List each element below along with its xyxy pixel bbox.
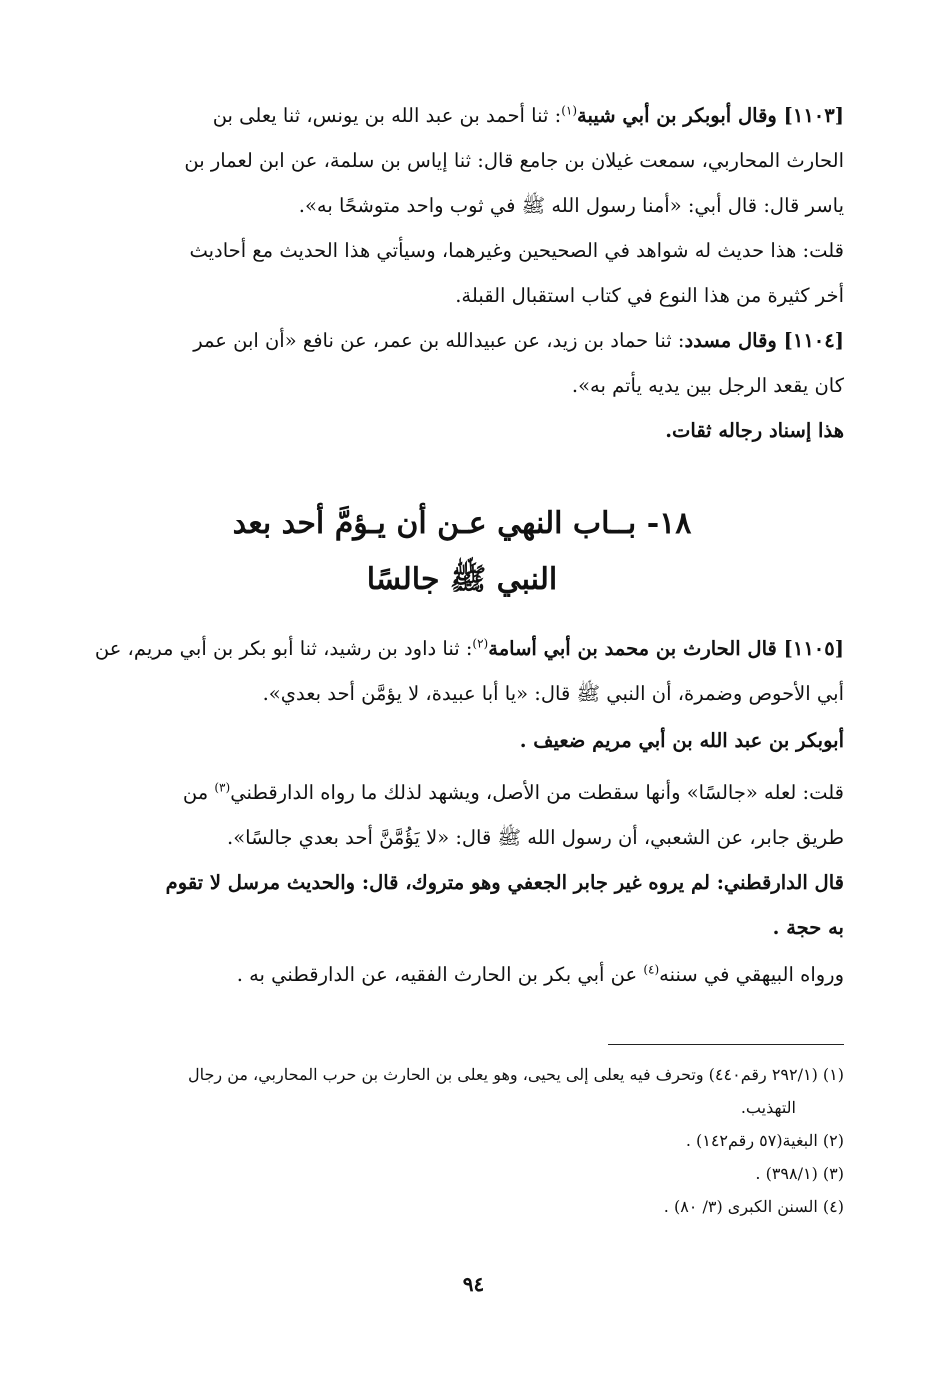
footnote-ref[interactable]: (٤)	[643, 962, 660, 977]
line-text: من	[182, 781, 215, 804]
text-line: الحارث المحاربي، سمعت غيلان بن جامع قال: ثنا إياس بن سلمة، عن ابن لعمار بن	[184, 149, 844, 172]
text-line: أبوبكر بن عبد الله بن أبي مريم ضعيف .	[519, 729, 844, 752]
hadith-1104	[80, 318, 844, 408]
line-text: : ثنا أحمد بن عبد الله بن يونس، ثنا يعلى بن	[212, 104, 562, 127]
footnote-ref[interactable]: (١)	[561, 103, 578, 118]
line-text: قلت: لعله «جالسًا» وأنها سقطت من الأصل، ويشهد لذلك ما رواه الدارقطني	[230, 781, 844, 804]
line-text: ورواه البيهقي في سننه	[659, 963, 844, 986]
isnad-grading	[80, 408, 844, 453]
text-line: هذا إسناد رجاله ثقات.	[665, 419, 844, 442]
line-text: : ثنا داود بن رشيد، ثنا أبو بكر بن أبي مريم، عن	[94, 637, 473, 660]
text-line	[80, 626, 844, 671]
text-line: أبي الأحوص وضمرة، أن النبي ﷺ قال: «يا أبا عبيدة، لا يؤمَّن أحد بعدي».	[262, 682, 844, 705]
footnotes	[80, 1058, 844, 1223]
text-line: قلت: هذا حديث له شواهد في الصحيحين وغيرهما، وسيأتي هذا الحديث مع أحاديث	[189, 239, 844, 262]
footnote-3: (٣) (٣٩٨/١) .	[755, 1164, 844, 1183]
text-line: ياسر قال: قال أبي: «أمنا رسول الله ﷺ في ثوب واحد متوشحًا به».	[298, 194, 844, 217]
footnote-ref[interactable]: (٢)	[472, 636, 489, 651]
chapter-heading-line-1: ١٨- بــاب النهي عـن أن يـؤمَّ أحد بعد	[232, 506, 692, 541]
footnote-1: (١) (٢٩٢/١ رقم٤٤٠) وتحرف فيه يعلى إلى يحيى، وهو يعلى بن الحارث بن حرب المحاربي، من رجال	[188, 1065, 844, 1084]
text-line: طريق جابر، عن الشعبي، أن رسول الله ﷺ قال: «لا يَؤُمَّنَّ أحد بعدي جالسًا».	[227, 826, 844, 849]
footnote-4: (٤) السنن الكبرى (٣/ ٨٠) .	[663, 1197, 844, 1216]
footnote-2: (٢) البغية(٥٧ رقم١٤٢) .	[685, 1131, 844, 1150]
text-line	[80, 318, 844, 363]
footnote-ref[interactable]: (٣)	[214, 780, 231, 795]
hadith-number-and-source: [١١٠٥] قال الحارث بن محمد بن أبي أسامة	[488, 637, 844, 660]
hadith-number-and-source: [١١٠٣] وقال أبوبكر بن أبي شيبة	[577, 104, 844, 127]
chapter-heading	[80, 496, 844, 608]
text-line	[80, 952, 844, 997]
commentary-1105	[80, 770, 844, 860]
hadith-number-and-source: [١١٠٤] وقال مسدد	[684, 329, 844, 352]
hadith-1105	[80, 626, 844, 716]
text-line	[80, 93, 844, 138]
daraqutni-comment	[80, 860, 844, 950]
line-text: عن أبي بكر بن الحارث الفقيه، عن الدارقطني به .	[236, 963, 644, 986]
hadith-1103	[80, 93, 844, 228]
page-number: ٩٤	[462, 1272, 485, 1296]
commentary-1103	[80, 228, 844, 318]
chapter-heading-line-2: النبي ﷺ جالسًا	[366, 562, 558, 597]
line-text: : ثنا حماد بن زيد، عن عبيدالله بن عمر، عن نافع «أن ابن عمر	[193, 329, 685, 352]
text-line: قال الدارقطني: لم يروه غير جابر الجعفي وهو متروك، قال: والحديث مرسل لا تقوم	[165, 871, 844, 894]
footnote-1-continuation: التهذيب.	[740, 1098, 796, 1117]
text-line: به حجة .	[772, 916, 844, 939]
text-line: كان يقعد الرجل بين يديه يأتم به».	[571, 374, 844, 397]
text-line: أخر كثيرة من هذا النوع في كتاب استقبال القبلة.	[455, 284, 844, 307]
narrator-grading	[80, 718, 844, 763]
text-line	[80, 770, 844, 815]
bayhaqi-note	[80, 952, 844, 997]
footnote-separator	[608, 1044, 844, 1045]
